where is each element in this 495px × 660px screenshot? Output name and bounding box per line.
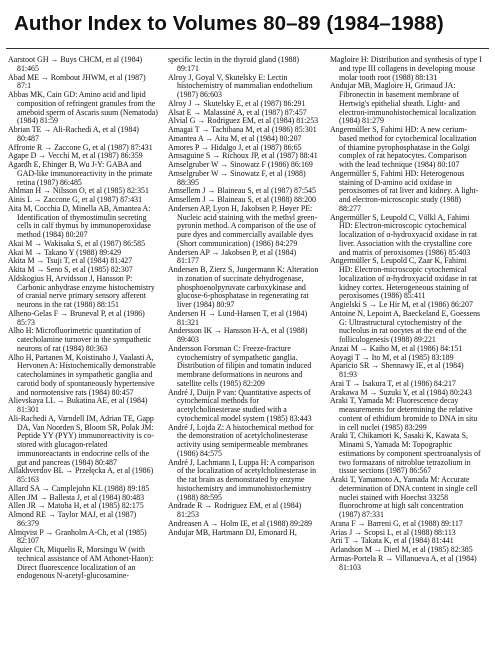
index-entry: Armas-Portela R → Villanueva A, et al (1984) 81:103 (330, 553, 477, 572)
index-entry: Abrian TE → Ali-Rachedi A, et al (1984) 80:487 (8, 125, 139, 143)
index-entry: Angermüller S, Fahimi HD: Heterogenous staining of D-amino acid oxidase in peroxisomes of rat liver and kidney. A light- and electron-microscopic study (1988) 88:277 (330, 168, 479, 213)
index-entry: Agardh E, Ehinger B, Wu J-Y: GABA and GAD-like immunoreactivity in the primate retina (1987) 86:485 (8, 160, 153, 187)
index-entry: Allard SA → Camplejohn KL (1988) 89:185 (8, 483, 150, 493)
index-entry: Almond RE → Taylor MAJ, et al (1987) 86:379 (8, 510, 137, 528)
index-entry: Aparicio SR → Shennawy IE, et al (1984) 81:93 (330, 361, 464, 379)
index-entry: Amagai T → Tachibana M, et al (1986) 85:301 (168, 125, 317, 134)
index-entry: André J, Lachmann I, Luppa H: A comparison of the localization of acetylcholinesterase in the rat brain as demonstrated by enzyme histochemistry and immunohistochemistry (1988) 88:595 (168, 457, 317, 502)
index-entry: Allakhverdov BL → Przełęcka A, et al (1986) 85:163 (8, 466, 154, 484)
index-entry: Amantea A → Aita M, et al (1984) 80:207 (168, 133, 302, 143)
index-entry: Antoine N, Lepoint A, Baeckeland E, Goessens G: Ultrastructural cytochemistry of the nucleolus in rat oocytes at the end of the folliculogenesis (1988) 89:221 (330, 308, 481, 344)
index-entry: Andersen B, Zierz S, Jungermann K: Alteration in zonation of succinate dehydrogenase, phosphoenolpyruvate carboxykinase and glucose-6-phosphatase in regenerating rat liver (1984) 80:97 (168, 265, 319, 309)
index-entry: André J, Lojda Z: A histochemical method for the demonstration of acetylcholinesterase activity using semipermeable membranes (1986) 84:575 (168, 422, 314, 458)
index-entry: Araki T, Chikamori K, Sasaki K, Kawata S, Minami S, Yamada M: Topographic estimations by component spectroanalysis of two formazans of nitroblue tetrazolium in tissue sections (1987) 86:567 (330, 431, 481, 476)
index-entry: Allen JM → Ballesta J, et al (1984) 80:483 (8, 492, 145, 502)
page-title: Author Index to Volumes 80–89 (1984–1988) (14, 12, 444, 35)
index-entry: Araki T, Yamada M: Fluorescence decay measurements for determining the relative content of ethidium bromide to DNA in situ in cell nuclei (1985) 83:299 (330, 396, 478, 432)
index-entry: Aarstoot GH → Buys CHCM, et al (1984) 81:465 (8, 55, 143, 73)
index-entry: Alsat E → Malassiné A, et al (1987) 87:457 (168, 107, 307, 117)
index-entry: Amselgruber W → Sinowatz F, et al (1988) 88:395 (168, 168, 306, 187)
index-entry: Alroy J, Goyal V, Skutelsky E: Lectin histochemistry of mammalian endothelium (1987) 86:603 (168, 72, 313, 99)
index-entry: Alho H, Partanen M, Koistinaho J, Vaalasti A, Hervonen A: Histochemically demonstrable catecholamines in sympathetic ganglia and carotid body of spontaneously hypertensive and normotensive rats (1984) 80:457 (8, 352, 156, 397)
index-entry: Alroy J → Skutelsky E, et al (1987) 86:291 (168, 98, 306, 108)
index-entry: Aoyagi T → Ito M, et al (1985) 83:189 (330, 352, 454, 362)
index-entry: Angermüller S, Fahimi HD: A new cerium-based method for cytochemical localization of thiamine pyrophosphatase in the Golgi complex of rat hepatocytes. Comparison with the lead technique (1984) 80:107 (330, 125, 477, 169)
index-entry: specific lectin in the thyroid gland (1988) 89:171 (168, 55, 300, 73)
index-entry: Andersen AP → Jakobsen P, et al (1984) 81:177 (168, 247, 297, 266)
index-entry: André J, Duijn P van: Quantitative aspects of cytochemical methods for acetylcholinesterase studied with a cytochemical model system (1985) 83:443 (168, 387, 312, 423)
index-entry: Aldskogius H, Arvidsson J, Hansson P: Carbonic anhydrase enzyme histochemistry of cranial nerve primary sensory afferent neurons in the rat (1988) 88:151 (8, 273, 155, 309)
index-entry: Akai M → Wakisaka S, et al (1987) 86:585 (8, 238, 146, 248)
index-entry: Amsellem J → Blaineau S, et al (1988) 88:200 (168, 195, 316, 204)
index-entry: Andersen H → Lund-Hansen T, et al (1984) 81:321 (168, 308, 308, 327)
index-entry: Ali-Rachedi A, Varndell IM, Adrian TE, Gapp DA, Van Noorden S, Bloom SR, Polak JM: Peptide YY (PYY) immunoreactivity is co-stored with glucagon-related immunoreactants in endocrine cells of the gut and pancreas (1984) 80:487 (8, 413, 154, 467)
index-entry: Andujar MB, Magloire H, Grimaud JA: Fibronectin in basement membrane of Hertwig's epithelial sheath. Light- and electron-immunohistochemical localization (1984) 81:279 (330, 81, 476, 126)
title-rule (6, 48, 489, 49)
index-entry: Angermüller S, Leupold C, Völkl A, Fahimi HD: Electron-microscopic cytochemical localization of α-hydroxyacid oxidase in rat liver. Association with the crystalline core and matrix of peroxisomes (1986) 85:403 (330, 212, 478, 257)
index-entry: Andrade R → Rodriguez EM, et al (1984) 81:253 (168, 501, 302, 519)
index-entry: Ainis L → Zaccone G, et al (1987) 87:431 (8, 195, 143, 204)
index-entry: Amsellem J → Blaineau S, et al (1987) 87:545 (168, 186, 316, 196)
index-entry: Andersen AP, Lyon H, Jakobsen P, Høyer PE: Nucleic acid staining with the methyl green-pyronin method. A comparison of the use of pure dyes and commercially available dyes (Short communication) (1986) 84:279 (168, 203, 318, 248)
index-entry: Arai T → Isakura T, et al (1986) 84:217 (330, 378, 456, 388)
index-entry: Aita M, Cocchia D, Minella AB, Amantea A: Identification of thymostimulin secreting cells in calf thymus by immunoperoxidase method (1984) 80:207 (8, 203, 151, 239)
index-entry: Andersson Forsman C: Freeze-fracture cytochemistry of sympathetic ganglia. Distribution of filipin and tomatin induced membrane deformations in neurons and satellite cells (1985) 82:209 (168, 343, 312, 388)
index-entry: Alho H: Microfluorimetric quantitation of catecholamine turnover in the sympathetic neurons of rat (1984) 80:363 (8, 326, 152, 353)
index-entry: Abbas MK, Cain GD: Amino acid and lipid composition of refringent granules from the ameboid sperm of Ascaris suum (Nematoda) (1984) 81:59 (8, 90, 158, 126)
index-entry: Arias J → Scopsi L, et al (1988) 88:113 (330, 527, 456, 537)
index-entry: Arana F → Barreni G, et al (1988) 89:117 (330, 518, 463, 528)
index-column-2 (168, 56, 320, 537)
index-entry: Andersson IK → Hansson H-A, et al (1988) 89:403 (168, 326, 308, 344)
index-entry: Amores P → Hidalgo J, et al (1987) 86:65 (168, 142, 302, 152)
index-entry: Andujar MB, Hartmann DJ, Emonard H, (168, 527, 297, 537)
index-entry: Magloire H: Distribution and synthesis of type I and type III collagens in developing mouse molar tooth root (1988) 88:131 (330, 55, 482, 82)
index-entry: Angermüller S, Leupold C, Zaar K, Fahimi HD: Electron-microscopic cytochemical localization of α-hydroxyacid oxidase in rat kidney cortex. Heterogeneous staining of peroxisomes (1986) 85:411 (330, 256, 478, 301)
index-entry: Almqvist P → Granholm A-Ch, et al (1985) 82:107 (8, 527, 147, 546)
index-entry: Ahlman H → Nilsson O, et al (1985) 82:351 (8, 186, 149, 196)
index-entry: Allen JR → Matoba H, et al (1985) 82:175 (8, 501, 144, 511)
index-entry: Affronte R → Zaccone G, et al (1987) 87:431 (8, 142, 153, 152)
index-entry: Abad ME → Rombout JHWM, et al (1987) 87:1 (8, 72, 146, 91)
index-column-1 (8, 56, 158, 581)
index-entry: Arlandson M → Dietl M, et al (1985) 82:385 (330, 545, 473, 554)
index-entry: Amsaguine S → Richoux JP, et al (1987) 88:41 (168, 151, 318, 161)
index-entry: Anzai M → Kaiho M, et al (1986) 84:151 (330, 343, 463, 353)
index-entry: Agape D → Vecchi M, et al (1987) 86:359 (8, 151, 143, 161)
index-entry: Akita M → Seno S, et al (1985) 82:307 (8, 265, 133, 274)
index-entry: Arii T → Takata K, et al (1984) 81:441 (330, 536, 454, 546)
index-entry: Amselgruber W → Sinowatz F (1986) 86:169 (168, 160, 313, 169)
index-entry: Alvial G → Rodriguez EM, et al (1984) 81:253 (168, 116, 319, 126)
index-entry: Angielski S → Le Hir M, et al (1986) 86:207 (330, 300, 473, 309)
index-entry: Andreasen A → Holm IE, et al (1988) 89:289 (168, 518, 312, 528)
index-entry: Arakawa M → Suzuki Y, et al (1984) 80:243 (330, 387, 472, 397)
index-entry: Akai M → Takano Y (1988) 89:429 (8, 247, 122, 257)
index-entry: Alheno-Gelas F → Bruneval P, et al (1986) 85:73 (8, 308, 145, 327)
index-entry: Araki T, Yamamoto A, Yamada M: Accurate determination of DNA content in single cell nuclei stained with Hoechst 33258 fluorochrome at high salt concentration (1987) 87:331 (330, 475, 478, 519)
index-entry: Akita M → Tsuji T, et al (1984) 81:427 (8, 256, 133, 266)
index-entry: Alievskaya LL → Bukatina AE, et al (1984) 81:301 (8, 396, 148, 414)
index-entry: Alquier Ch, Miquelis R, Morsingu W (with technical assistance of AM Athonet-Haon): Direct fluorescence localization of an endogenous N-acetyl-glucosamine- (8, 545, 154, 581)
index-column-3 (330, 56, 482, 572)
